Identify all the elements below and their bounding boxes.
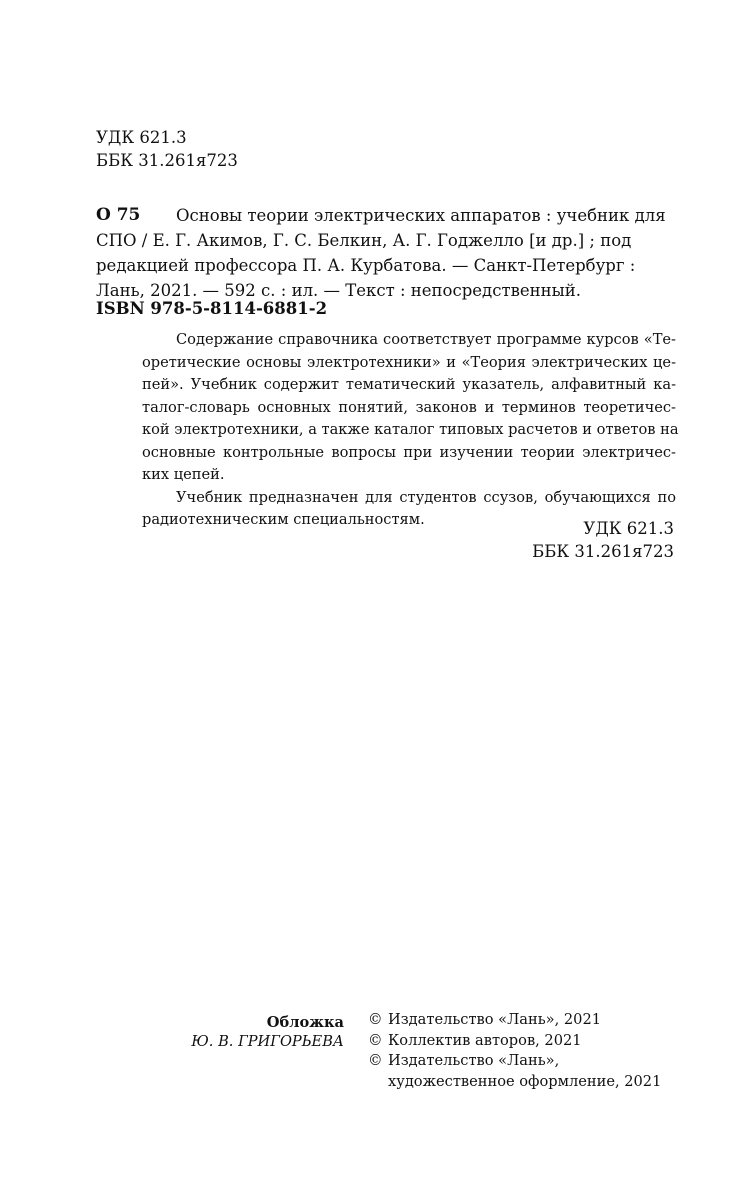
author-mark: О 75	[96, 205, 141, 225]
abstract-line: ких цепей.	[142, 466, 225, 483]
classification-top	[96, 126, 238, 172]
copyright-icon: ©	[368, 1011, 383, 1028]
copyright-text: Издательство «Лань», 2021	[388, 1011, 602, 1028]
description-line: редакцией профессора П. А. Курбатова. — Санкт-Петербург :	[96, 256, 636, 275]
abstract-line: Учебник предназначен для студентов ссузов, обучающихся по	[176, 488, 676, 506]
abstract-line: основные контрольные вопросы при изучении теории электричес-	[142, 443, 676, 461]
abstract-line: оретические основы электротехники» и «Теория электрических це-	[142, 353, 676, 371]
cover-credit	[160, 1013, 344, 1051]
classification-bottom	[532, 517, 674, 563]
abstract-line: пей». Учебник содержит тематический указатель, алфавитный ка-	[142, 376, 676, 393]
copyright-line	[368, 1031, 661, 1052]
description-line: СПО / Е. Г. Акимов, Г. С. Белкин, А. Г. Годжелло [и др.] ; под	[96, 231, 632, 250]
udk-code: УДК 621.3	[96, 128, 187, 147]
copyright-icon: ©	[368, 1031, 383, 1049]
copyright-text: Издательство «Лань»,	[388, 1052, 560, 1069]
description-line: Основы теории электрических аппаратов : учебник для	[176, 206, 666, 225]
abstract-line: радиотехническим специальностям.	[142, 511, 425, 528]
description-line: Лань, 2021. — 592 с. : ил. — Текст : непосредственный.	[96, 281, 582, 300]
copyright-continuation: художественное оформление, 2021	[388, 1072, 662, 1090]
abstract-line: Содержание справочника соответствует программе курсов «Те-	[176, 331, 676, 348]
cover-designer: Ю. В. ГРИГОРЬЕВА	[191, 1033, 344, 1050]
copyright-icon: ©	[368, 1052, 383, 1069]
abstract	[142, 329, 679, 532]
bibliographic-entry	[96, 203, 676, 303]
abstract-line: талог-словарь основных понятий, законов и терминов теоретичес-	[142, 398, 676, 416]
abstract-line: кой электротехники, а также каталог типовых расчетов и ответов на	[142, 421, 679, 438]
cover-label: Обложка	[266, 1014, 344, 1031]
isbn: ISBN 978-5-8114-6881-2	[96, 299, 328, 318]
copyright-block	[368, 1010, 661, 1092]
copyright-line	[368, 1051, 661, 1072]
copyright-text: Коллектив авторов, 2021	[388, 1031, 582, 1049]
udk-code: УДК 621.3	[583, 519, 674, 538]
copyright-line	[368, 1010, 661, 1031]
bbk-code: ББК 31.261я723	[532, 542, 674, 561]
bbk-code: ББК 31.261я723	[96, 151, 238, 170]
